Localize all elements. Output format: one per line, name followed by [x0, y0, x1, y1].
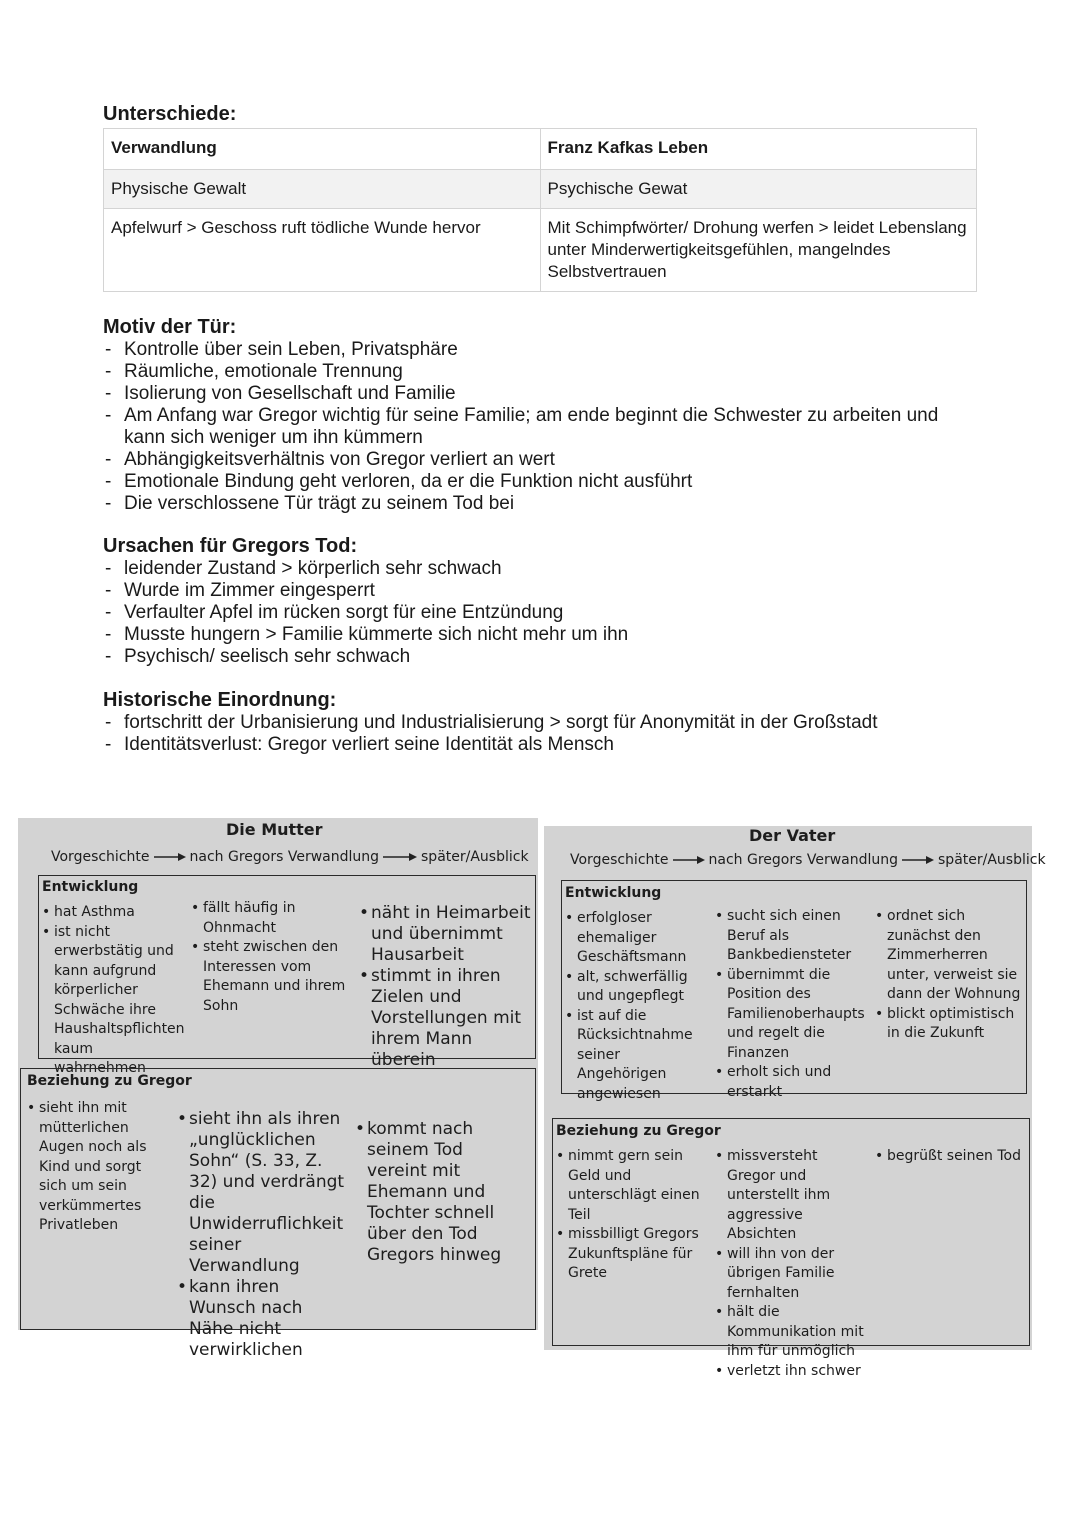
list-item: - Psychisch/ seelisch sehr schwach: [103, 646, 983, 668]
timeline-label: später/Ausblick: [421, 849, 529, 865]
relation-column-after: [177, 1109, 345, 1361]
list-item: • sieht ihn als ihren „unglücklichen Sohn“ (S. 33, Z. 32) und verdrängt die Unwiderruflichkeit seiner Verwandlung: [177, 1109, 345, 1277]
development-frame: [38, 875, 536, 1076]
list-item: • missbilligt Gregors Zukunftspläne für Grete: [556, 1225, 704, 1284]
list-item: - Wurde im Zimmer eingesperrt: [103, 580, 983, 602]
timeline-label: nach Gregors Verwandlung: [708, 852, 899, 868]
development-column-outlook: [875, 907, 1025, 1044]
relation-frame: [20, 1068, 536, 1360]
relation-column-before: [27, 1099, 167, 1236]
list-item: - Räumliche, emotionale Trennung: [103, 361, 983, 383]
timeline: [51, 849, 529, 865]
box-title: Die Mutter: [226, 820, 323, 839]
list-item: • verletzt ihn schwer: [715, 1362, 867, 1382]
list-item: • hält die Kommunikation mit ihm für unmöglich: [715, 1303, 867, 1362]
door-motif-heading: Motiv der Tür:: [103, 316, 237, 338]
relation-column-outlook: [355, 1119, 527, 1266]
list-item: • sieht ihn mit mütterlichen Augen noch als Kind und sorgt sich um sein verkümmertes Privatleben: [27, 1099, 167, 1236]
father-photo: [544, 826, 1046, 1379]
box-title: Der Vater: [749, 826, 836, 845]
arrow-right-icon: [902, 855, 934, 865]
arrow-right-icon: [154, 852, 186, 862]
historical-heading: Historische Einordnung:: [103, 689, 337, 711]
list-item: • ist nicht erwerbstätig und kann aufgrund körperlicher Schwäche ihre Haushaltspflichten kaum wahrnehmen: [42, 923, 180, 1079]
death-causes-heading: Ursachen für Gregors Tod:: [103, 535, 358, 557]
development-column-before: [42, 903, 185, 1079]
list-item: • steht zwischen den Interessen vom Ehemann und ihrem Sohn: [191, 938, 351, 1016]
list-item: • näht in Heimarbeit und übernimmt Hausarbeit: [359, 903, 531, 966]
development-column-after: [715, 907, 867, 1102]
list-item: • erholt sich und erstarkt: [715, 1063, 867, 1102]
development-column-outlook: [359, 903, 531, 1071]
list-item: • blickt optimistisch in die Zukunft: [875, 1005, 1025, 1044]
differences-heading: Unterschiede:: [103, 103, 237, 125]
list-item: - Am Anfang war Gregor wichtig für seine Familie; am ende beginnt die Schwester zu arbeiten und kann sich weniger um ihn kümmern: [103, 405, 983, 449]
list-item: - Isolierung von Gesellschaft und Familie: [103, 383, 983, 405]
table-cell: Mit Schimpfwörter/ Drohung werfen > leidet Lebenslang unter Minderwertigkeitsgefühlen, mangelndes Selbstvertrauen: [540, 209, 977, 292]
list-item: - Verfaulter Apfel im rücken sorgt für eine Entzündung: [103, 602, 983, 624]
timeline-label: Vorgeschichte: [570, 852, 669, 868]
list-item: - Abhängigkeitsverhältnis von Gregor verliert an wert: [103, 449, 983, 471]
list-item: • missversteht Gregor und unterstellt ihm aggressive Absichten: [715, 1147, 867, 1245]
arrow-right-icon: [383, 852, 417, 862]
list-item: - Identitätsverlust: Gregor verliert seine Identität als Mensch: [103, 734, 983, 756]
table-cell: Physische Gewalt: [104, 170, 541, 209]
door-motif-list: [103, 339, 983, 515]
relation-column-before: [556, 1147, 704, 1284]
mother-photo: [18, 818, 538, 1360]
death-causes-list: [103, 558, 983, 668]
development-frame: [561, 880, 1027, 1102]
list-item: - Kontrolle über sein Leben, Privatsphäre: [103, 339, 983, 361]
list-item: • stimmt in ihren Zielen und Vorstellungen mit ihrem Mann überein: [359, 966, 531, 1071]
list-item: - Die verschlossene Tür trägt zu seinem Tod bei: [103, 493, 983, 515]
list-item: - Musste hungern > Familie kümmerte sich nicht mehr um ihn: [103, 624, 983, 646]
column-header: Verwandlung: [104, 129, 541, 170]
list-item: • erfolgloser ehemaliger Geschäftsmann: [565, 909, 705, 968]
table-cell: Apfelwurf > Geschoss ruft tödliche Wunde hervor: [104, 209, 541, 292]
list-item: - fortschritt der Urbanisierung und Industrialisierung > sorgt für Anonymität in der Großstadt: [103, 712, 983, 734]
list-item: • begrüßt seinen Tod: [875, 1147, 1029, 1167]
frame-label: Beziehung zu Gregor: [556, 1123, 721, 1139]
list-item: - leidender Zustand > körperlich sehr schwach: [103, 558, 983, 580]
door-motif-section: [103, 316, 983, 515]
column-header: Franz Kafkas Leben: [540, 129, 977, 170]
list-item: • alt, schwerfällig und ungepflegt: [565, 968, 705, 1007]
list-item: • nimmt gern sein Geld und unterschlägt einen Teil: [556, 1147, 704, 1225]
timeline-label: nach Gregors Verwandlung: [189, 849, 380, 865]
frame-label: Entwicklung: [565, 885, 662, 901]
list-item: • ist auf die Rücksichtnahme seiner Angehörigen angewiesen: [565, 1007, 705, 1105]
table-row: [104, 170, 977, 209]
frame-label: Entwicklung: [42, 879, 139, 895]
timeline-label: Vorgeschichte: [51, 849, 150, 865]
list-item: • übernimmt die Position des Familienoberhaupts und regelt die Finanzen: [715, 966, 867, 1064]
list-item: • sucht sich einen Beruf als Bankbediensteter: [715, 907, 867, 966]
relation-column-outlook: [875, 1147, 1029, 1167]
list-item: • ordnet sich zunächst den Zimmerherren unter, verweist sie dann der Wohnung: [875, 907, 1025, 1005]
table-header-row: [104, 129, 977, 170]
timeline: [570, 852, 1046, 868]
list-item: - Emotionale Bindung geht verloren, da er die Funktion nicht ausführt: [103, 471, 983, 493]
list-item: • kann ihren Wunsch nach Nähe nicht verwirklichen: [177, 1277, 345, 1361]
list-item: • hat Asthma: [42, 903, 180, 923]
list-item: • kommt nach seinem Tod vereint mit Ehemann und Tochter schnell über den Tod Gregors hinweg: [355, 1119, 527, 1266]
arrow-right-icon: [673, 855, 705, 865]
relation-frame: [552, 1118, 1030, 1379]
table-row: [104, 209, 977, 292]
table-cell: Psychische Gewat: [540, 170, 977, 209]
development-column-before: [565, 909, 705, 1104]
development-column-after: [191, 899, 351, 1016]
frame-label: Beziehung zu Gregor: [27, 1073, 192, 1089]
list-item: • will ihn von der übrigen Familie fernhalten: [715, 1245, 867, 1304]
list-item: • fällt häufig in Ohnmacht: [191, 899, 351, 938]
differences-table: [103, 128, 977, 292]
death-causes-section: [103, 535, 983, 668]
historical-section: [103, 689, 983, 756]
timeline-label: später/Ausblick: [938, 852, 1046, 868]
relation-column-after: [715, 1147, 867, 1381]
historical-list: [103, 712, 983, 756]
